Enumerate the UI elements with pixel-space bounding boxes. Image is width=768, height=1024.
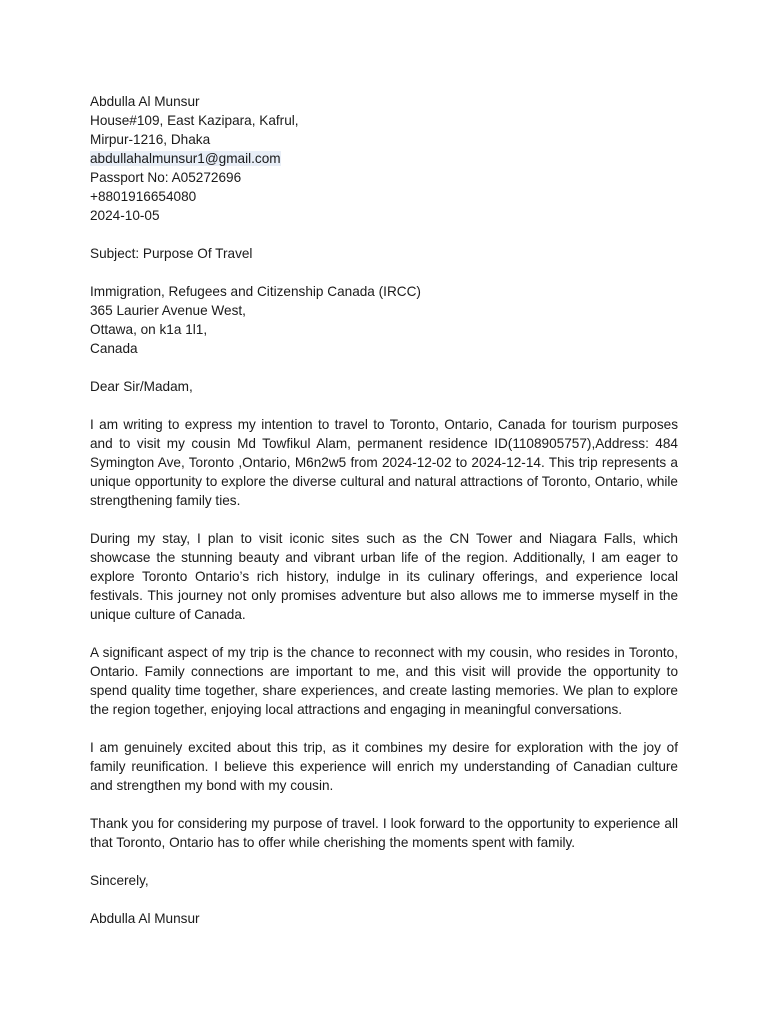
sender-address-line2: Mirpur-1216, Dhaka xyxy=(90,132,211,147)
recipient-line3: Ottawa, on k1a 1l1, xyxy=(90,322,208,337)
body-paragraph-5: Thank you for considering my purpose of travel. I look forward to the opportunity to experience all that Toronto, Ontario has to offer while cherishing the moments spent with family. xyxy=(90,816,678,850)
letter-page xyxy=(90,92,678,928)
body-paragraph-2: During my stay, I plan to visit iconic sites such as the CN Tower and Niagara Falls, which showcase the stunning beauty and vibrant urban life of the region. Additionally, I am eager to explore Toronto Ontario’s rich history, indulge in its culinary offerings, and experience local festivals. This journey not only promises adventure but also allows me to immerse myself in the unique culture of Canada. xyxy=(90,531,678,622)
sender-block xyxy=(90,92,678,225)
salutation-block xyxy=(90,377,678,396)
sender-email[interactable]: abdullahalmunsur1@gmail.com xyxy=(90,151,281,166)
signature-block xyxy=(90,909,678,928)
sender-passport: Passport No: A05272696 xyxy=(90,170,242,185)
closing: Sincerely, xyxy=(90,873,149,888)
body-paragraph-1: I am writing to express my intention to travel to Toronto, Ontario, Canada for tourism purposes and to visit my cousin Md Towfikul Alam, permanent residence ID(1108905757),Address: 484 Symington Ave, Toronto ,Ontario, M6n2w5 from 2024-12-02 to 2024-12-14. This trip represents a unique opportunity to explore the diverse cultural and natural attractions of Toronto, Ontario, while strengthening family ties. xyxy=(90,417,678,508)
recipient-line2: 365 Laurier Avenue West, xyxy=(90,303,246,318)
recipient-line4: Canada xyxy=(90,341,138,356)
recipient-block xyxy=(90,282,678,358)
body-paragraph-4: I am genuinely excited about this trip, as it combines my desire for exploration with the joy of family reunification. I believe this experience will enrich my understanding of Canadian culture and strengthen my bond with my cousin. xyxy=(90,740,678,793)
signature-name: Abdulla Al Munsur xyxy=(90,911,200,926)
sender-name: Abdulla Al Munsur xyxy=(90,94,200,109)
closing-block xyxy=(90,871,678,890)
subject-block xyxy=(90,244,678,263)
body-paragraph-3: A significant aspect of my trip is the chance to reconnect with my cousin, who resides in Toronto, Ontario. Family connections are important to me, and this visit will provide the opportunity to spend quality time together, share experiences, and create lasting memories. We plan to explore the region together, enjoying local attractions and engaging in meaningful conversations. xyxy=(90,645,678,717)
sender-phone: +8801916654080 xyxy=(90,189,197,204)
recipient-line1: Immigration, Refugees and Citizenship Canada (IRCC) xyxy=(90,284,421,299)
salutation: Dear Sir/Madam, xyxy=(90,379,193,394)
sender-address-line1: House#109, East Kazipara, Kafrul, xyxy=(90,113,299,128)
subject-line: Subject: Purpose Of Travel xyxy=(90,246,253,261)
letter-date: 2024-10-05 xyxy=(90,208,160,223)
